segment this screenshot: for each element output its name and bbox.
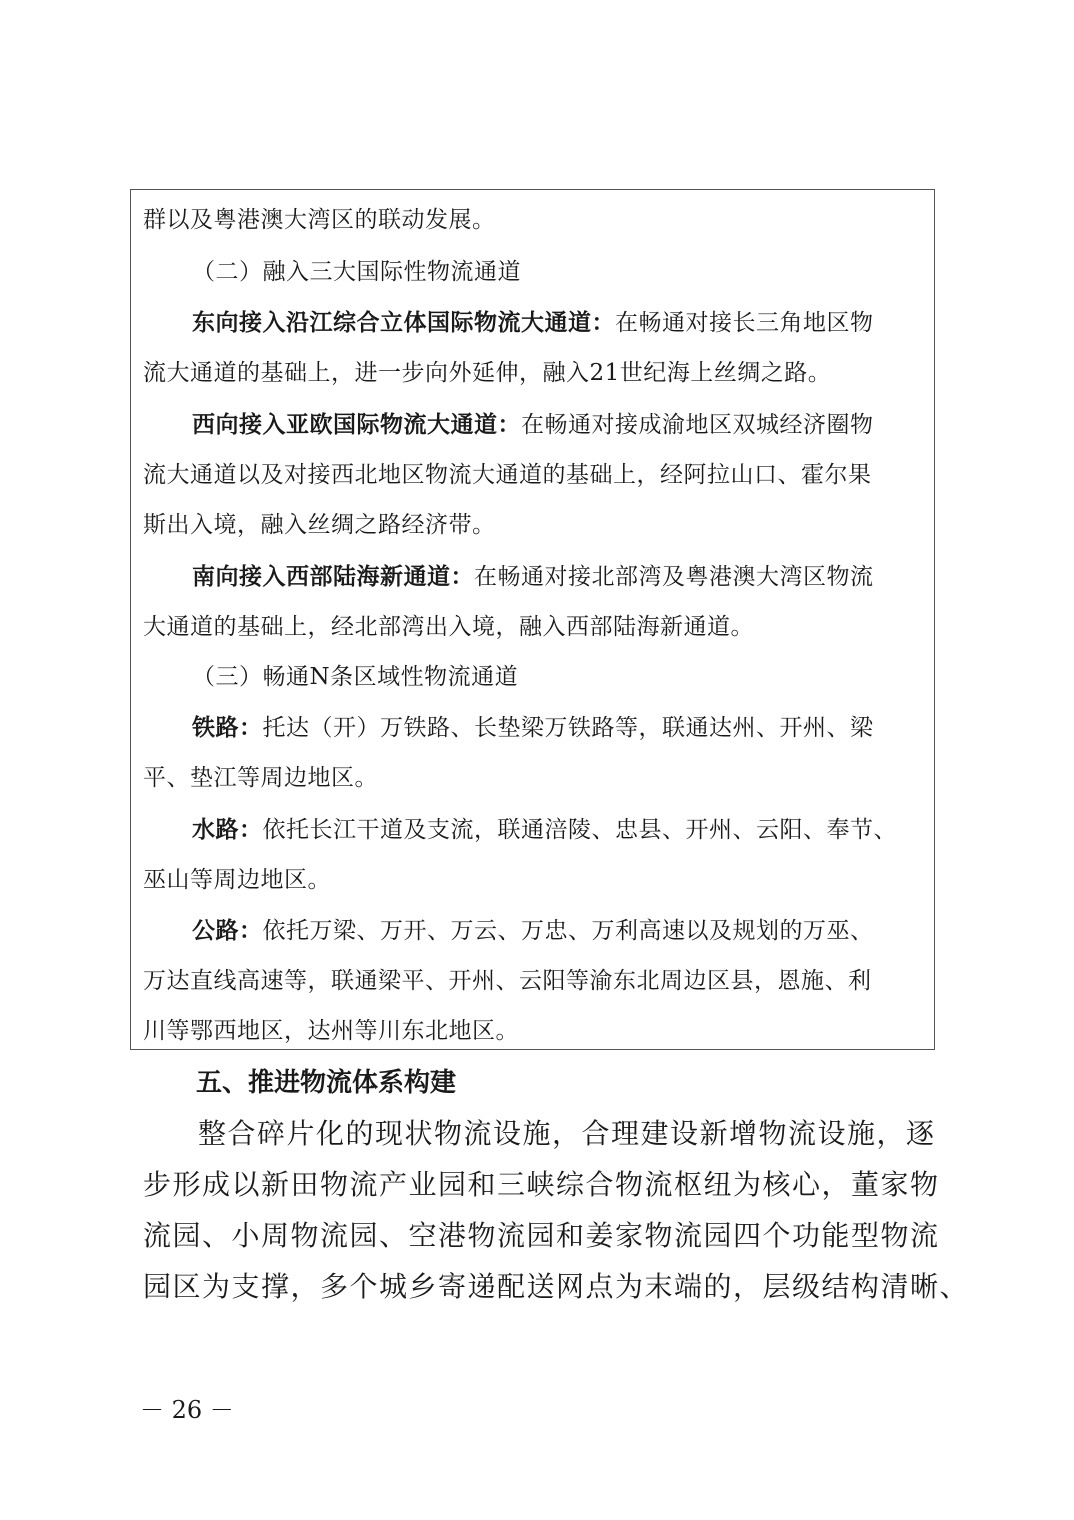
subheading-international-channels: （二）融入三大国际性物流通道 — [192, 259, 521, 285]
east-channel-paragraph — [192, 308, 982, 338]
highway-paragraph — [192, 916, 982, 946]
south-channel-label: 南向接入西部陆海新通道： — [192, 563, 474, 590]
west-channel-text-line3: 斯出入境，融入丝绸之路经济带。 — [143, 512, 496, 538]
body-paragraph-line1: 整合碎片化的现状物流设施，合理建设新增物流设施，逐 — [198, 1117, 936, 1150]
south-channel-paragraph — [192, 562, 982, 592]
west-channel-text: 在畅通对接成渝地区双城经济圈物 — [521, 412, 874, 438]
waterway-text: 依托长江干道及支流，联通涪陵、忠县、开州、云阳、奉节、 — [262, 817, 897, 843]
box-paragraph-continuation: 群以及粤港澳大湾区的联动发展。 — [143, 207, 496, 233]
railway-label: 铁路： — [192, 714, 263, 741]
waterway-label: 水路： — [192, 816, 263, 843]
west-channel-paragraph — [192, 410, 982, 440]
highway-text-line3: 川等鄂西地区，达州等川东北地区。 — [143, 1018, 519, 1044]
west-channel-label: 西向接入亚欧国际物流大通道： — [192, 411, 521, 438]
west-channel-text-line2: 流大通道以及对接西北地区物流大通道的基础上，经阿拉山口、霍尔果 — [143, 462, 872, 488]
south-channel-text: 在畅通对接北部湾及粤港澳大湾区物流 — [474, 564, 874, 590]
railway-paragraph — [192, 713, 982, 743]
highway-label: 公路： — [192, 917, 263, 944]
railway-text: 托达（开）万铁路、长垫梁万铁路等，联通达州、开州、梁 — [262, 715, 874, 741]
highway-text: 依托万梁、万开、万云、万忠、万利高速以及规划的万巫、 — [262, 918, 874, 944]
body-paragraph-line3: 流园、小周物流园、空港物流园和姜家物流园四个功能型物流 — [143, 1219, 940, 1252]
body-paragraph-line4: 园区为支撑，多个城乡寄递配送网点为末端的，层级结构清晰、 — [143, 1270, 970, 1303]
south-channel-text-line2: 大通道的基础上，经北部湾出入境，融入西部陆海新通道。 — [143, 614, 754, 640]
page-number: － 26 － — [140, 1396, 234, 1424]
body-paragraph-line2: 步形成以新田物流产业园和三峡综合物流枢纽为核心，董家物 — [143, 1168, 940, 1201]
railway-text-line2: 平、垫江等周边地区。 — [143, 765, 378, 791]
section-heading: 五、推进物流体系构建 — [196, 1068, 457, 1098]
waterway-paragraph — [192, 815, 982, 845]
east-channel-text-line2: 流大通道的基础上，进一步向外延伸，融入21世纪海上丝绸之路。 — [143, 360, 832, 386]
waterway-text-line2: 巫山等周边地区。 — [143, 867, 331, 893]
east-channel-label: 东向接入沿江综合立体国际物流大通道： — [192, 309, 615, 336]
east-channel-text: 在畅通对接长三角地区物 — [615, 310, 874, 336]
subheading-regional-channels: （三）畅通N条区域性物流通道 — [192, 664, 519, 690]
highway-text-line2: 万达直线高速等，联通梁平、开州、云阳等渝东北周边区县，恩施、利 — [143, 968, 872, 994]
